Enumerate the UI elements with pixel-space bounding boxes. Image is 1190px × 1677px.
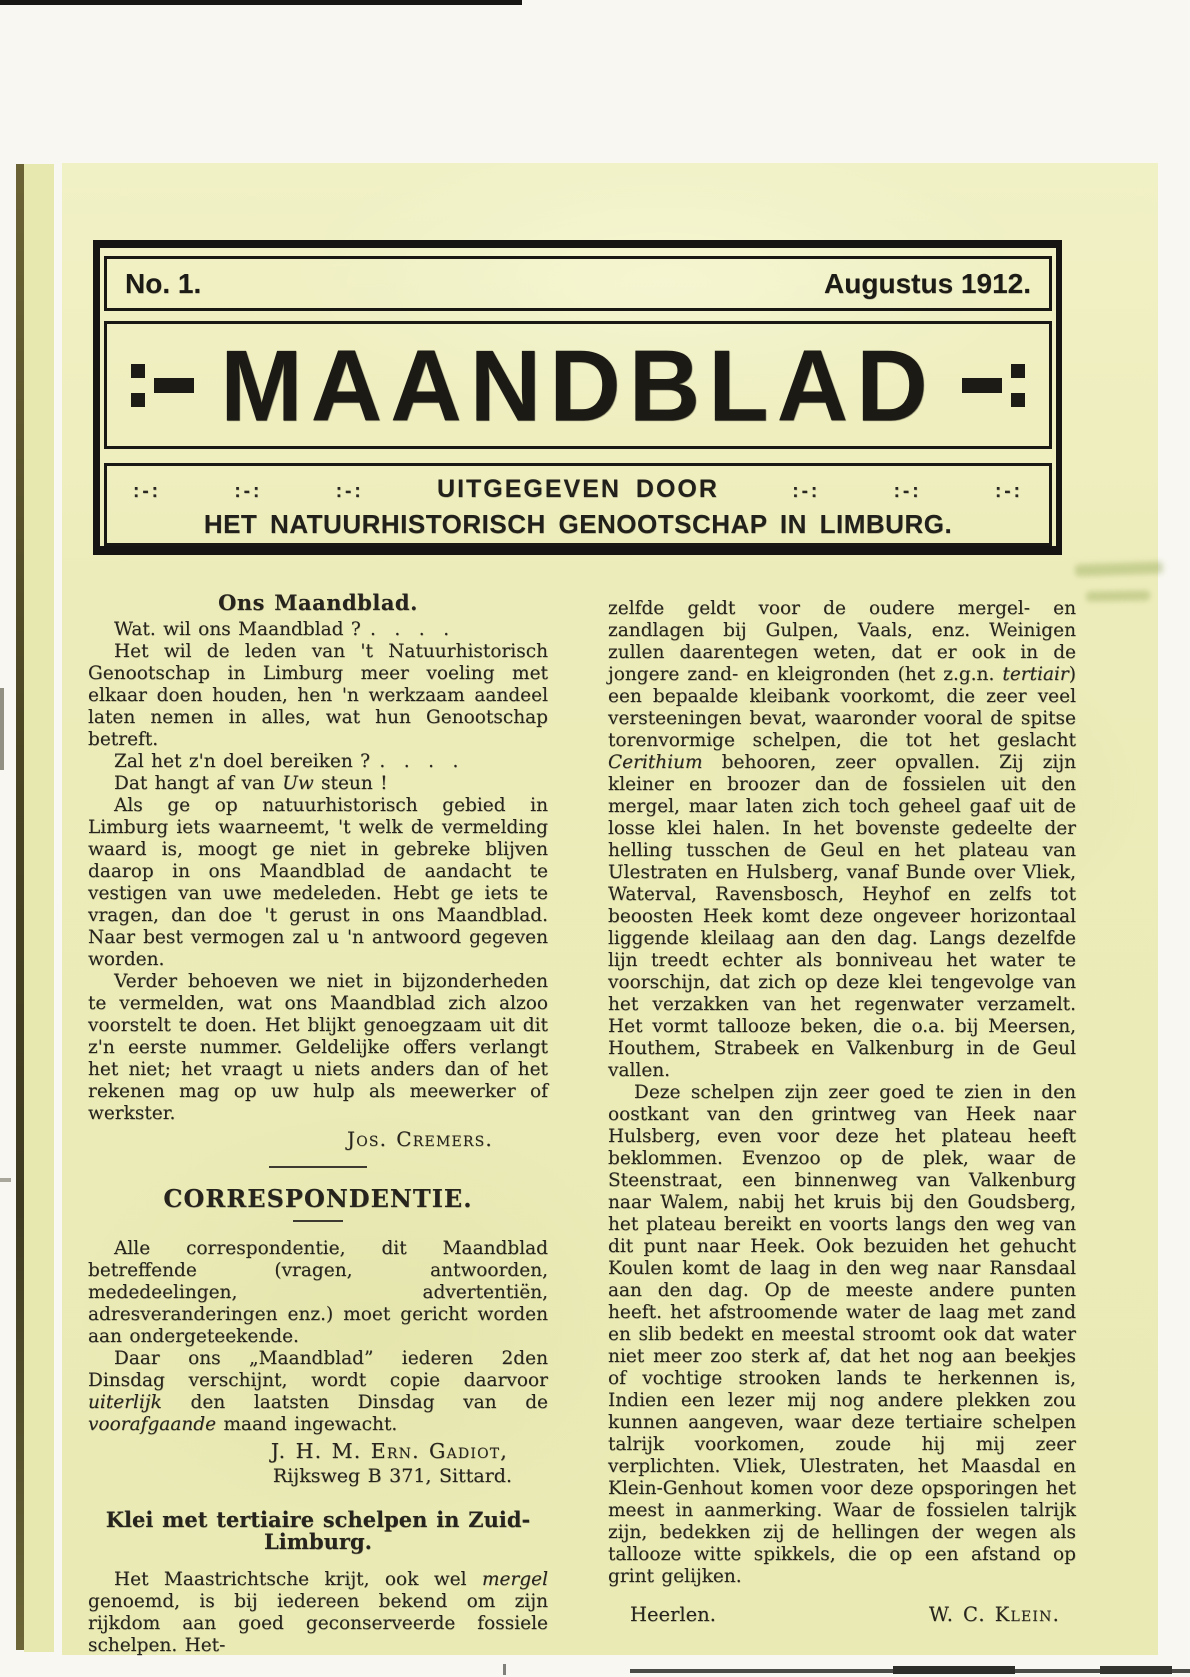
title-ornament-right-icon [962, 364, 1025, 407]
ornament-icon: :-: [893, 481, 922, 502]
scan-artifact-margin-mark [0, 1178, 11, 1182]
magazine-title: MAANDBLAD [220, 328, 936, 442]
paragraph: Het wil de leden van 't Natuurhistorisch Genootschap in Limburg meer voeling met elkaar doen houden, hen 'n werkzaam aandeel laten nemen in alles, wat hun Genootschap betreft. [88, 641, 548, 750]
masthead-frame [93, 240, 1062, 555]
scan-artifact-bottom-segment [893, 1666, 1015, 1674]
author-signature: Jos. Cremers. [346, 1127, 493, 1151]
ink-smudge [1075, 561, 1163, 576]
ornament-icon: :-: [994, 481, 1023, 502]
author-signature: W. C. Klein. [928, 1603, 1060, 1626]
masthead-issue-row [104, 256, 1052, 311]
paragraph: Dat hangt af van Uw steun ! [114, 773, 388, 794]
editor-signature-address: Rijksweg B 371, Sittard. [272, 1465, 512, 1487]
paragraph: Het Maastrichtsche krijt, ook wel mergel genoemd, is bij iedereen bekend om zijn rijkdom aan goed geconserveerde fossiele schelpen. Het- [88, 1569, 548, 1656]
page-edge-sliver [24, 164, 54, 1652]
paragraph: Alle correspondentie, dit Maandblad betreffende (vragen, antwoorden, mededeelingen, advertentiën, adresveranderingen enz.) moet gericht worden aan ondergeteekende. [88, 1238, 548, 1347]
article-title: Klei met tertiaire schelpen in Zuid-Limburg. [105, 1507, 531, 1554]
left-column [88, 592, 548, 1657]
article-title: Ons Maandblad. [218, 590, 418, 615]
paragraph: Wat. wil ons Maandblad ? . . . . [114, 619, 450, 640]
magazine-page [62, 163, 1158, 1655]
masthead-publisher-box [104, 463, 1052, 546]
scan-artifact-bottom-segment [1100, 1666, 1172, 1674]
section-divider [293, 1220, 343, 1222]
organization-name: HET NATUURHISTORISCH GENOOTSCHAP IN LIMBURG. [203, 509, 953, 539]
editor-signature-name: J. H. M. Ern. Gadiot, [270, 1439, 508, 1463]
ornament-icon: :-: [792, 481, 821, 502]
paragraph: Verder behoeven we niet in bijzonderheden te vermelden, wat ons Maandblad zich alzoo voorstelt te doen. Het blijkt genoegzaam uit dit z'n eerste nummer. Geldelijke offers verlangt het niet; het vraagt u niets anders dan of het rekenen mag op uw hulp als meewerker of werkster. [88, 971, 548, 1124]
article-footer [608, 1604, 1076, 1626]
scan-artifact-tick [503, 1664, 506, 1675]
masthead-title-box [104, 321, 1052, 449]
paragraph: Zal het z'n doel bereiken ? . . . . [114, 751, 459, 772]
ornament-icon: :-: [133, 481, 161, 502]
paragraph: Daar ons „Maandblad” iederen 2den Dinsdag verschijnt, wordt copie daarvoor uiterlijk den laatsten Dinsdag van de voorafgaande maand ingewacht. [88, 1348, 548, 1435]
ornament-icon: :-: [335, 481, 364, 502]
paragraph: Deze schelpen zijn zeer goed te zien in den oostkant van den grintweg van Heek naar Hulsberg, even voor deze het plateau heeft beklommen. Evenzoo op de plek, waar de Steenstraat, een binnenweg van Valkenburg naar Walem, nabij het kruis bij den Goudsberg, het plateau bereikt en voorts langs den weg van dit punt naar Heek. Ook bezuiden het gehucht Koulen komt de laag in den weg naar Ransdaal aan den dag. Op de meeste andere punten heeft. het afstroomende water de laag met zand en slib bedekt en meestal stroomt ook dat water niet meer zoo sterk af, dat het nog aan beekjes of vochtige strooken lands te herkennen is, Indien een lezer mij nog andere plekken zou kunnen aangeven, waar deze tertiaire schelpen talrijk voorkomen, zoude hij mij zeer verplichten. Vliek, Ulestraten, het Maasdal en Klein-Genhout komen voor deze opsporingen het meest in aanmerking. Waar de fossielen talrijk zijn, bedekken zij de hellingen der wegen als tallooze witte spikkels, die op een afstand op grint gelijken. [608, 1082, 1076, 1587]
paragraph: zelfde geldt voor de oudere mergel- en zandlagen bij Gulpen, Vaals, enz. Weinigen zullen daarentegen weten, dat er ook in de jongere zand- en kleigronden (het z.g.n. tertiair) een bepaalde kleibank voorkomt, die zeer veel versteeningen bevat, waaronder vooral de spitse torenvormige schelpen, die tot het geslacht Cerithium behooren, zeer opvallen. Zij zijn kleiner en broozer dan de fossielen uit den mergel, maar laten zich toch geheel gaaf uit de losse klei halen. In het bovenste gedeelte der helling tusschen de Geul en het plateau van Ulestraten en Hulsberg, vanaf Bunde over Vliek, Waterval, Ravensbosch, Heyhof en zelfs tot beoosten Heek komt deze ongeveer horizontaal liggende kleilaag aan den dag. Langs dezelfde lijn treedt echter als bonniveau het water te voorschijn, dat zich op deze klei tengevolge van het verzakken van het regenwater verzamelt. Het vormt tallooze beken, die o.a. bij Meersen, Houthem, Strabeek en Valkenburg in de Geul vallen. [608, 598, 1076, 1081]
section-divider [269, 1166, 367, 1168]
scan-artifact-top-line [0, 0, 522, 5]
place-name: Heerlen. [630, 1603, 716, 1626]
page-binding-edge [16, 164, 24, 1650]
published-by-row [133, 475, 1023, 504]
published-by-label: UITGEGEVEN DOOR [437, 475, 719, 503]
article-title: CORRESPONDENTIE. [163, 1184, 473, 1213]
issue-date: Augustus 1912. [824, 267, 1031, 299]
issue-number: No. 1. [125, 267, 202, 299]
ink-smudge [1086, 590, 1150, 601]
ornament-icon: :-: [234, 481, 263, 502]
title-ornament-left-icon [131, 364, 194, 407]
scan-artifact-margin-mark [0, 688, 4, 770]
paragraph: Als ge op natuurhistorisch gebied in Limburg iets waarneemt, 't welk de vermelding waard is, moogt ge niet in gebreke blijven daarop in ons Maandblad de aandacht te vestigen van uwe medeleden. Hebt ge iets te vragen, dan doe 't gerust in ons Maandblad. Naar best vermogen zal u 'n antwoord gegeven worden. [88, 795, 548, 970]
right-column [608, 598, 1076, 1626]
